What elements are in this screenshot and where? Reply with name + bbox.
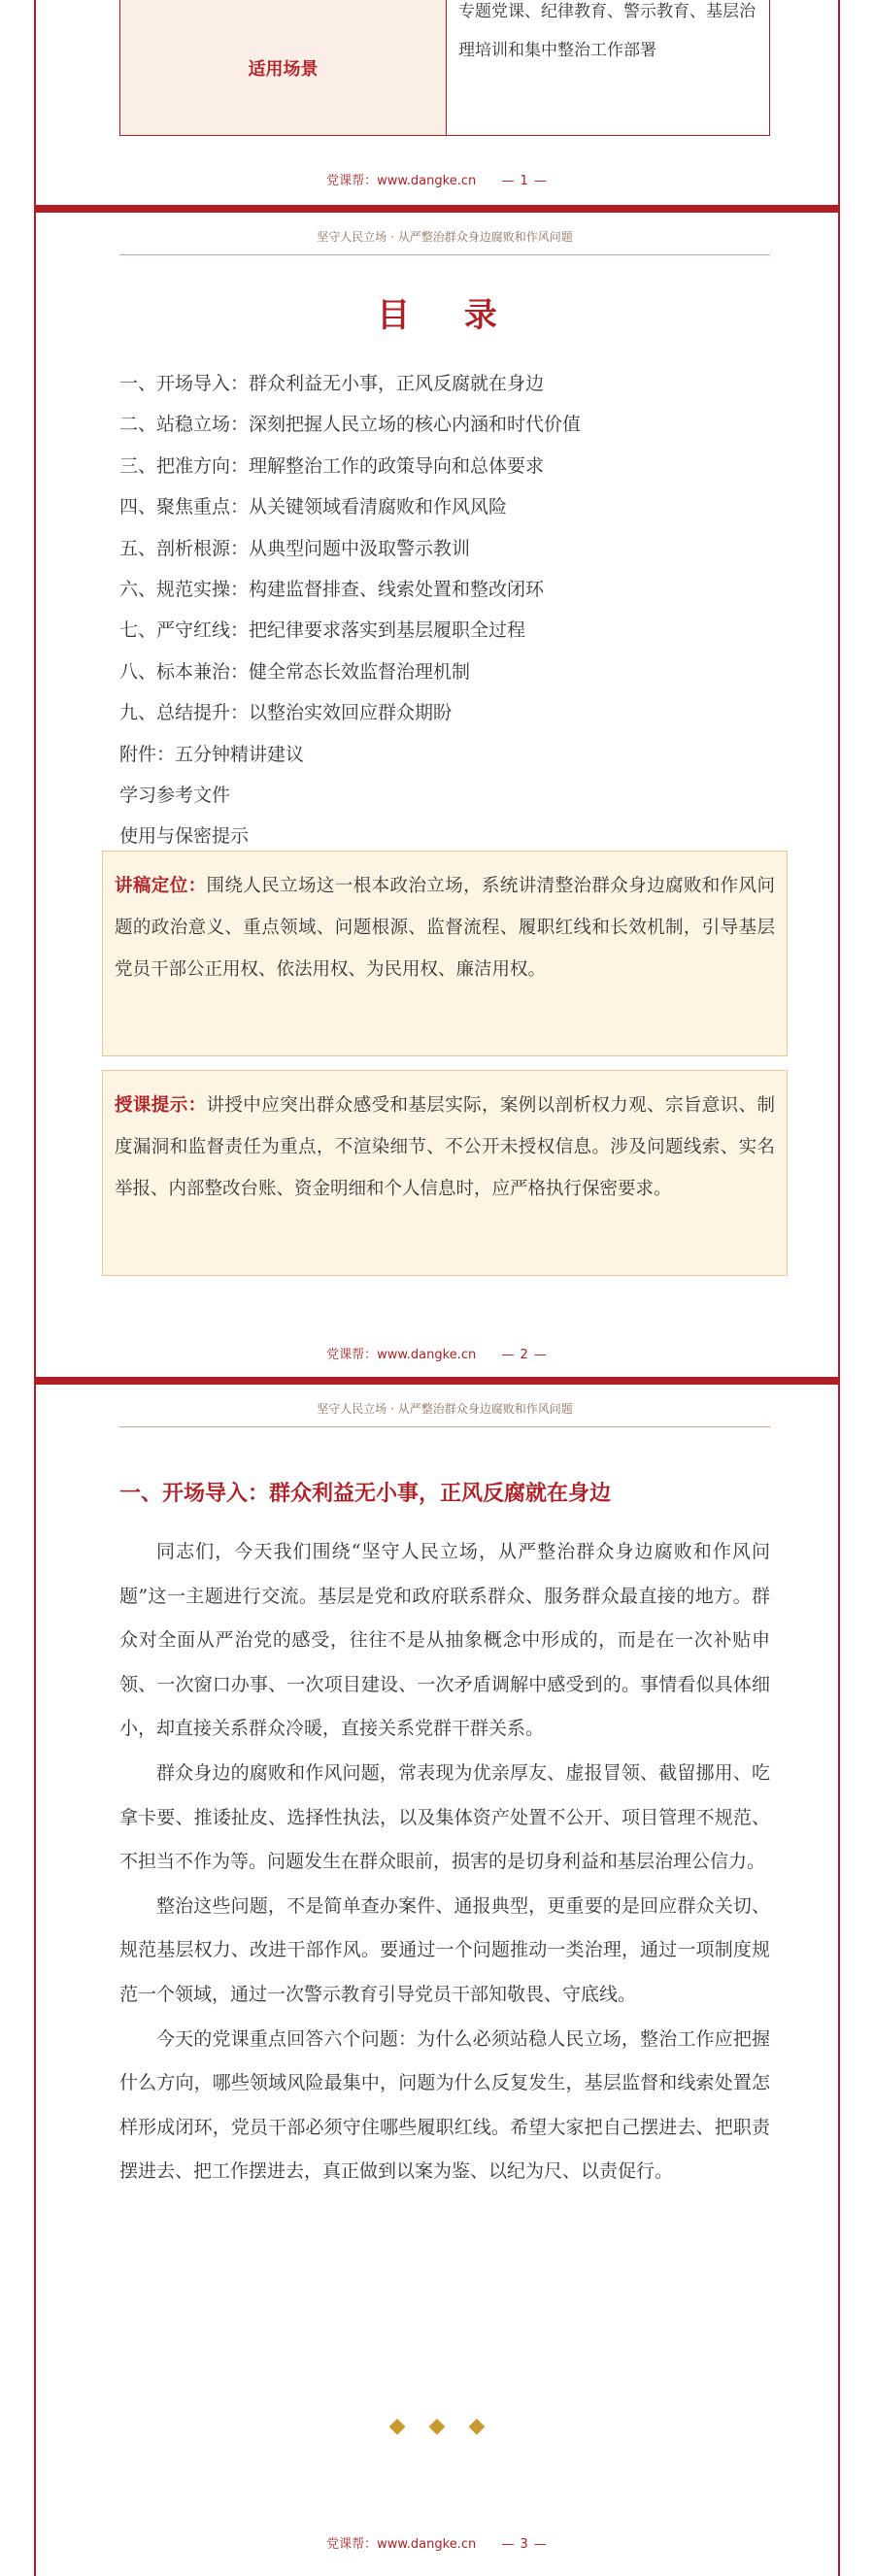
- toc-item: 学习参考文件: [119, 785, 231, 807]
- page-number: — 1 —: [501, 174, 548, 188]
- toc-item: 二、站稳立场：深刻把握人民立场的核心内涵和时代价值: [119, 414, 582, 436]
- section-body: [119, 1530, 770, 2194]
- page-footer: [36, 170, 838, 188]
- toc-item: 一、开场导入：群众利益无小事，正风反腐就在身边: [119, 373, 545, 394]
- page-number: — 2 —: [501, 1348, 548, 1362]
- page-footer: [36, 1344, 838, 1362]
- toc-item: 三、把准方向：理解整治工作的政策导向和总体要求: [119, 454, 545, 477]
- footer-site: 党课帮：www.dangke.cn: [326, 2537, 477, 2552]
- toc-item: 九、总结提升：以整治实效回应群众期盼: [119, 702, 453, 724]
- info-table-row: [119, 0, 770, 136]
- footer-site: 党课帮：www.dangke.cn: [326, 1348, 477, 1362]
- toc-item: 使用与保密提示: [119, 825, 250, 848]
- positioning-callout: [102, 851, 788, 1056]
- callout-tag: 授课提示：: [115, 1095, 207, 1116]
- page-number: — 3 —: [501, 2537, 548, 2552]
- callout-tag: 讲稿定位：: [115, 876, 207, 896]
- paragraph: 整治这些问题，不是简单查办案件、通报典型，更重要的是回应群众关切、规范基层权力、改进干部作风。要通过一个问题推动一类治理，通过一项制度规范一个领域，通过一次警示教育引导党员干部知敬畏、守底线。: [119, 1894, 770, 2005]
- table-value: 专题党课、纪律教育、警示教育、基层治理培训和集中整治工作部署: [458, 2, 756, 60]
- callout-text: 讲授中应突出群众感受和基层实际，案例以剖析权力观、宗旨意识、制度漏洞和监督责任为重点，不渲染细节、不公开未授权信息。涉及问题线索、实名举报、内部整改台账、资金明细和个人信息时，应严格执行保密要求。: [115, 1095, 775, 1199]
- toc-item: 六、规范实操：构建监督排查、线索处置和整改闭环: [119, 579, 545, 601]
- page-1: [34, 0, 840, 209]
- toc-item: 八、标本兼治：健全常态长效监督治理机制: [119, 660, 471, 683]
- toc-item: 五、剖析根源：从典型问题中汲取警示教训: [119, 537, 471, 559]
- footer-site: 党课帮：www.dangke.cn: [326, 174, 477, 188]
- table-label: 适用场景: [120, 0, 447, 135]
- diamond-separator: ◆◆◆: [388, 2414, 509, 2438]
- section-title: 一、开场导入：群众利益无小事，正风反腐就在身边: [119, 1481, 612, 1506]
- toc-item: 七、严守红线：把纪律要求落实到基层履职全过程: [119, 619, 526, 642]
- page-2: [34, 209, 840, 1381]
- paragraph: 同志们，今天我们围绕“坚守人民立场，从严整治群众身边腐败和作风问题”这一主题进行交流。基层是党和政府联系群众、服务群众最直接的地方。群众对全面从严治党的感受，往往不是从抽象概念中形成的，而是在一次补贴申领、一次窗口办事、一次项目建设、一次矛盾调解中感受到的。事情看似具体细小，却直接关系群众冷暖，直接关系党群干群关系。: [119, 1541, 770, 1740]
- running-header: 坚守人民立场 · 从严整治群众身边腐败和作风问题: [119, 1400, 770, 1427]
- teaching-tip-callout: [102, 1070, 788, 1276]
- toc-list: [119, 363, 780, 857]
- paragraph: 今天的党课重点回答六个问题：为什么必须站稳人民立场，整治工作应把握什么方向，哪些领域风险最集中，问题为什么反复发生，基层监督和线索处置怎样形成闭环，党员干部必须守住哪些履职红线。希望大家把自己摆进去、把职责摆进去、把工作摆进去，真正做到以案为鉴、以纪为尺、以责促行。: [119, 2027, 770, 2183]
- page-3: [34, 1381, 840, 2576]
- toc-item: 四、聚焦重点：从关键领域看清腐败和作风风险: [119, 496, 508, 519]
- toc-item: 附件：五分钟精讲建议: [119, 743, 305, 765]
- page-footer: [36, 2533, 838, 2552]
- paragraph: 群众身边的腐败和作风问题，常表现为优亲厚友、虚报冒领、截留挪用、吃拿卡要、推诿扯皮、选择性执法，以及集体资产处置不公开、项目管理不规范、不担当不作为等。问题发生在群众眼前，损害的是切身利益和基层治理公信力。: [119, 1761, 770, 1873]
- toc-title: 目 录: [377, 296, 519, 335]
- running-header: 坚守人民立场 · 从严整治群众身边腐败和作风问题: [119, 228, 770, 255]
- callout-text: 围绕人民立场这一根本政治立场，系统讲清整治群众身边腐败和作风问题的政治意义、重点领域、问题根源、监督流程、履职红线和长效机制，引导基层党员干部公正用权、依法用权、为民用权、廉洁用权。: [115, 876, 775, 980]
